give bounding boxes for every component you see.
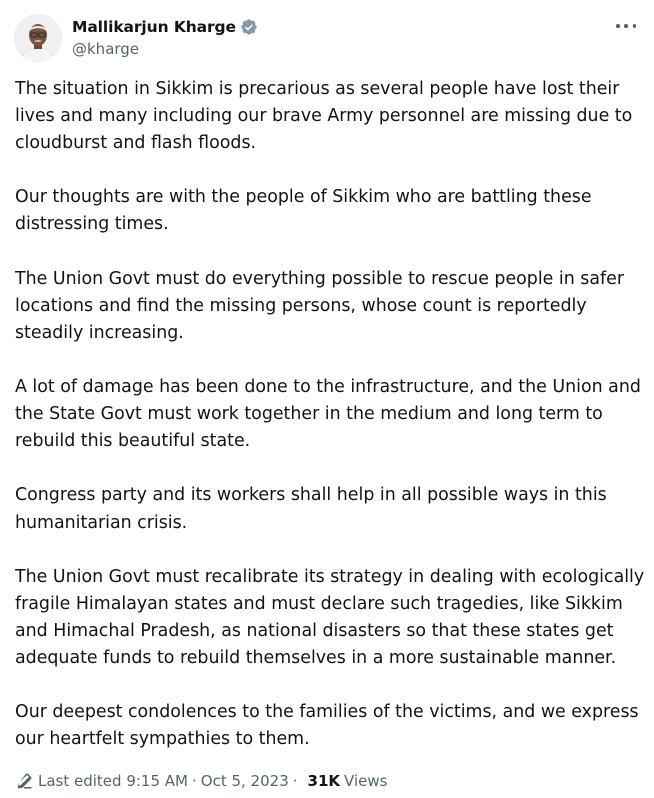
- tweet-paragraph: Our deepest condolences to the families of the victims, and we express our heartfelt sympathies to them.: [15, 702, 639, 750]
- dot-icon: [633, 24, 637, 28]
- tweet-paragraph: Congress party and its workers shall help in all possible ways in this humanitarian crisis.: [15, 485, 607, 533]
- dot-icon: [616, 24, 620, 28]
- tweet-paragraph: The Union Govt must do everything possible to rescue people in safer locations and find the missing persons, whose count is reportedly steadily increasing.: [15, 268, 624, 343]
- tweet-paragraph: The Union Govt must recalibrate its strategy in dealing with ecologically fragile Himalayan states and must declare such tragedies, like Sikkim and Himachal Pradesh, as national disasters so that these states get adequate funds to rebuild themselves in a more sustainable manner.: [15, 566, 645, 668]
- more-options-icon[interactable]: [616, 18, 636, 34]
- last-edited-link[interactable]: Last edited 9:15 AM: [38, 772, 188, 790]
- separator: ·: [192, 772, 197, 790]
- author-handle[interactable]: @kharge: [72, 40, 140, 58]
- tweet-header: [14, 14, 640, 64]
- tweet-text: [15, 76, 645, 753]
- tweet-date-link[interactable]: Oct 5, 2023: [200, 772, 289, 790]
- display-name-row: [72, 16, 258, 38]
- display-name[interactable]: Mallikarjun Kharge: [72, 18, 236, 36]
- avatar-image: [14, 14, 62, 62]
- edit-pencil-icon: [15, 772, 33, 790]
- tweet-paragraph: A lot of damage has been done to the infrastructure, and the Union and the State Govt must work together in the medium and long term to rebuild this beautiful state.: [15, 377, 641, 452]
- profile-avatar[interactable]: [14, 14, 62, 62]
- tweet-paragraph: Our thoughts are with the people of Sikkim who are battling these distressing times.: [15, 187, 592, 235]
- tweet-paragraph: The situation in Sikkim is precarious as several people have lost their lives and many including our brave Army personnel are missing due to cloudburst and flash floods.: [15, 79, 633, 154]
- dot-icon: [624, 24, 628, 28]
- verified-badge-icon[interactable]: [240, 18, 258, 36]
- views-count[interactable]: 31K: [307, 772, 341, 790]
- tweet-meta: [15, 770, 387, 792]
- separator: ·: [292, 772, 298, 790]
- author-names: [72, 16, 258, 58]
- views-label: Views: [344, 772, 388, 790]
